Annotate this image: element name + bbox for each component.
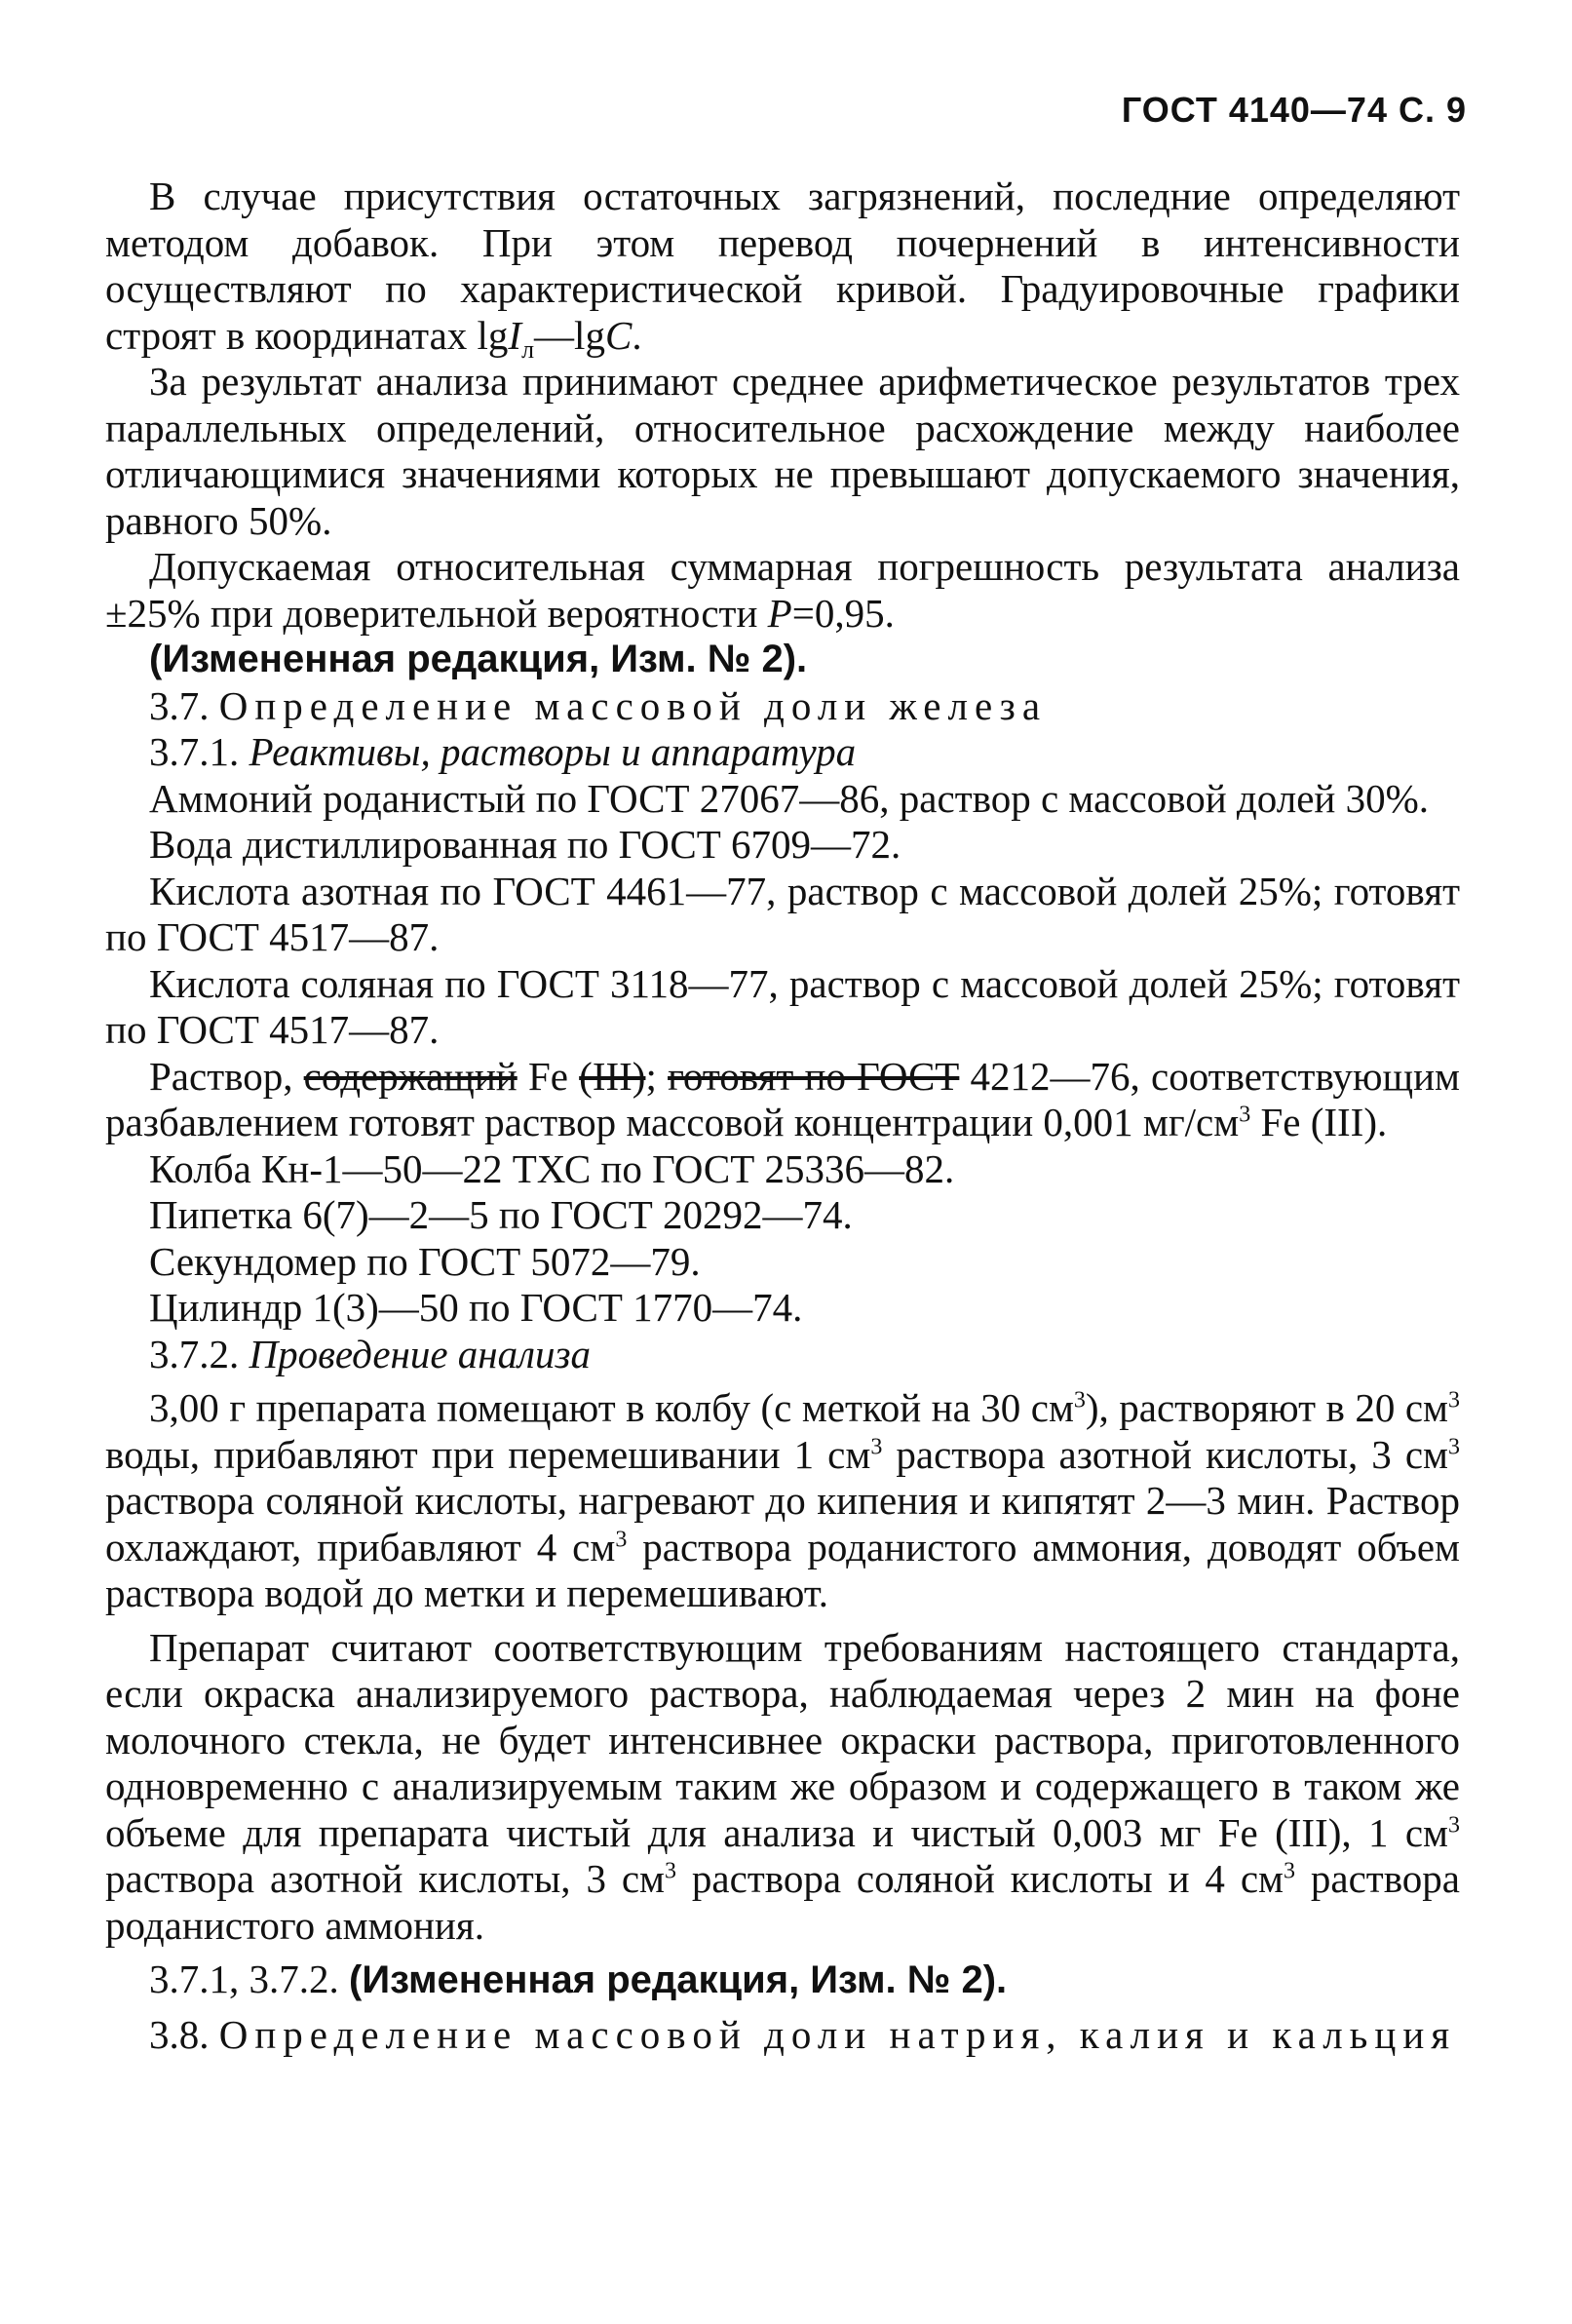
subsection-heading-3-7-1: 3.7.1. Реактивы, растворы и аппаратура — [149, 729, 857, 774]
reagent-item: Аммоний роданистый по ГОСТ 27067—86, раствор с массовой долей 30%. — [149, 775, 1430, 821]
paragraph-residual-contamination: В случае присутствия остаточных загрязнений, последние определяют методом добавок. При этом перевод почернений в интенсивности осуществляют по характеристической кривой. Градуировочные графики строят в координатах lgI$_л$—lgC. — [105, 174, 1460, 364]
amendment-note: 3.7.1, 3.7.2. (Измененная редакция, Изм. № 2). — [149, 1956, 1008, 2001]
reagent-item: Раствор, содержащий Fe (III); готовят по ГОСТ 4212—76, соответствующим разбавлением готовят раствор массовой концентрации 0,001 $мг/см^3$ Fe (III). — [105, 1053, 1460, 1144]
apparatus-item: Цилиндр 1(3)—50 по ГОСТ 1770—74. — [149, 1285, 803, 1330]
running-header: ГОСТ 4140—74 С. 9 — [1121, 90, 1467, 130]
subsection-heading-3-7-2: 3.7.2. Проведение анализа — [149, 1331, 592, 1376]
reagent-item: Вода дистиллированная по ГОСТ 6709—72. — [149, 822, 901, 867]
paragraph-analysis-procedure: 3,00 г препарата помещают в колбу (с меткой на 30 $см^3$), растворяют в 20 $см^3$ воды, прибавляют при перемешивании 1 $см^3$ раствора азотной кислоты, 3 $см^3$ раствора соляной кислоты, нагревают до кипения и кипятят 2—3 мин. Раствор охлаждают, прибавляют 4 $см^3$ раствора роданистого аммония, доводят объем раствора водой до метки и перемешивают. — [105, 1385, 1460, 1615]
reagent-item: Кислота азотная по ГОСТ 4461—77, раствор с массовой долей 25%; готовят по ГОСТ 4517—87. — [105, 868, 1460, 959]
section-heading-3-7: 3.7. Определение массовой доли железа — [149, 682, 1048, 728]
paragraph-acceptance-criteria: Препарат считают соответствующим требованиям настоящего стандарта, если окраска анализируемого раствора, наблюдаемая через 2 мин на фоне молочного стекла, не будет интенсивнее окраски раствора, приготовленного одновременно с анализируемым таким же образом и содержащего в таком же объеме для препарата чистый для анализа и чистый 0,003 мг Fe (III), 1 $см^3$ раствора азотной кислоты, 3 $см^3$ раствора соляной кислоты и 4 $см^3$ раствора роданистого аммония. — [105, 1624, 1461, 1948]
paragraph-error-tolerance: Допускаемая относительная суммарная погрешность результата анализа ±25% при доверительной вероятности P=0,95. — [105, 544, 1460, 636]
paragraph-result-definition: За результат анализа принимают среднее арифметическое результатов трех параллельных определений, относительное расхождение между наиболее отличающимися значениями которых не превышают допускаемого значения, равного 50%. — [105, 359, 1460, 543]
reagent-item: Кислота соляная по ГОСТ 3118—77, раствор с массовой долей 25%; готовят по ГОСТ 4517—87. — [105, 960, 1460, 1052]
apparatus-item: Секундомер по ГОСТ 5072—79. — [149, 1238, 701, 1284]
document-body — [105, 174, 1460, 2058]
amendment-note: (Измененная редакция, Изм. № 2). — [149, 638, 808, 680]
apparatus-item: Колба Кн-1—50—22 ТХС по ГОСТ 25336—82. — [149, 1145, 955, 1191]
section-heading-3-8: 3.8. Определение массовой доли натрия, калия и кальция — [149, 2011, 1457, 2057]
apparatus-item: Пипетка 6(7)—2—5 по ГОСТ 20292—74. — [149, 1192, 853, 1237]
